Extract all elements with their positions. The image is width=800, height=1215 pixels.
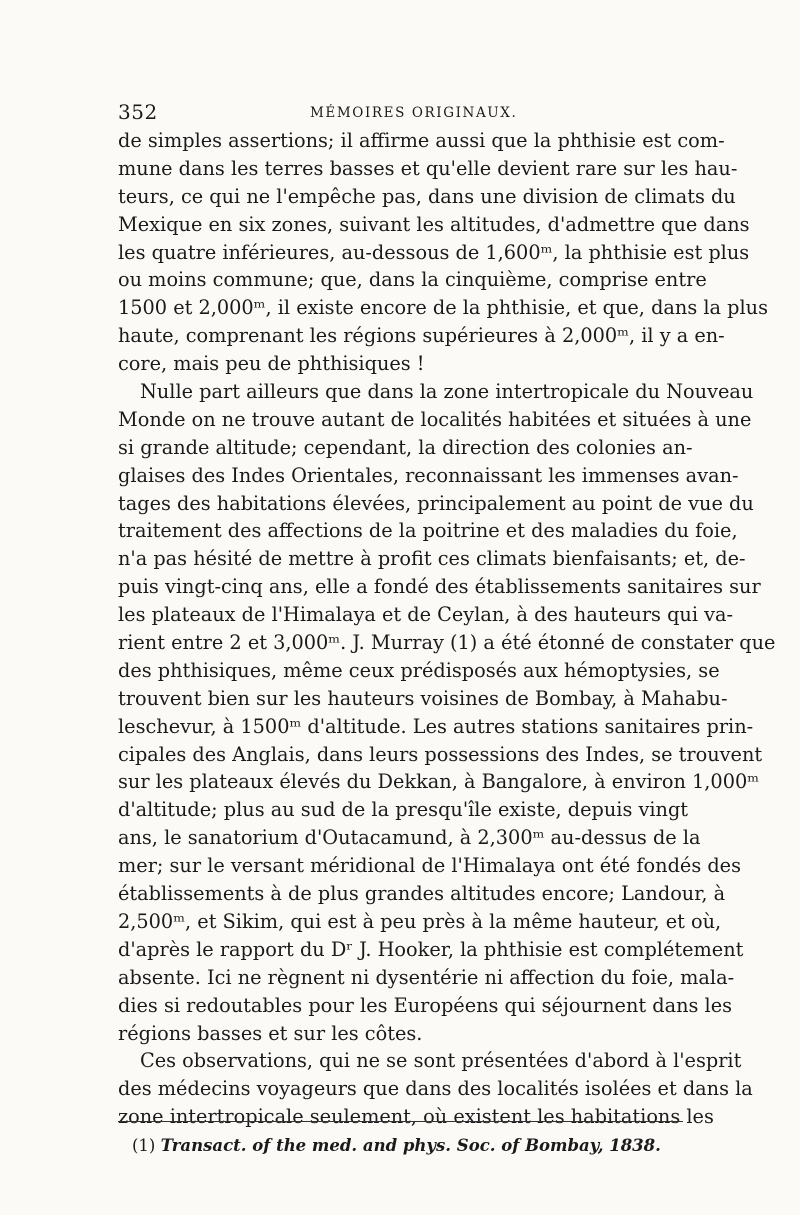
text-line: sur les plateaux élevés du Dekkan, à Bangalore, à environ 1,000ᵐ — [118, 770, 760, 794]
text-line: les quatre inférieures, au-dessous de 1,600ᵐ, la phthisie est plus — [118, 240, 750, 264]
text-line: absente. Ici ne règnent ni dysentérie ni affection du foie, mala- — [118, 965, 735, 989]
text-line: traitement des affections de la poitrine et des maladies du foie, — [118, 519, 738, 543]
text-line: trouvent bien sur les hauteurs voisines de Bombay, à Mahabu- — [118, 686, 728, 710]
footnote-marker: (1) — [132, 1136, 156, 1155]
text-line: 1500 et 2,000ᵐ, il existe encore de la phthisie, et que, dans la plus — [118, 296, 768, 320]
footnote-divider — [118, 1121, 683, 1122]
running-title: MÉMOIRES ORIGINAUX. — [310, 105, 518, 121]
text-line: core, mais peu de phthisiques ! — [118, 352, 425, 376]
footnote-text: Transact. of the med. and phys. Soc. of Bombay, 1838. — [160, 1136, 661, 1155]
text-line: Ces observations, qui ne se sont présentées d'abord à l'esprit — [140, 1049, 742, 1073]
page-header — [118, 100, 683, 126]
text-line: d'altitude; plus au sud de la presqu'île existe, depuis vingt — [118, 798, 689, 822]
text-line: ou moins commune; que, dans la cinquième, comprise entre — [118, 268, 707, 292]
text-line: des phthisiques, même ceux prédisposés aux hémoptysies, se — [118, 658, 720, 682]
text-line: des médecins voyageurs que dans des localités isolées et dans la — [118, 1077, 753, 1101]
text-line: dies si redoutables pour les Européens qui séjournent dans les — [118, 993, 733, 1017]
text-line: 2,500ᵐ, et Sikim, qui est à peu près à la même hauteur, et où, — [118, 909, 722, 933]
text-line: régions basses et sur les côtes. — [118, 1021, 423, 1045]
text-line: glaises des Indes Orientales, reconnaissant les immenses avan- — [118, 463, 739, 487]
body-text — [118, 127, 776, 1131]
text-line: cipales des Anglais, dans leurs possessions des Indes, se trouvent — [118, 742, 763, 766]
text-line: si grande altitude; cependant, la direction des colonies an- — [118, 435, 693, 459]
text-line: leschevur, à 1500ᵐ d'altitude. Les autres stations sanitaires prin- — [118, 714, 754, 738]
page-number: 352 — [118, 100, 158, 124]
text-line: établissements à de plus grandes altitudes encore; Landour, à — [118, 882, 726, 906]
text-line: mune dans les terres basses et qu'elle devient rare sur les hau- — [118, 156, 738, 180]
text-line: les plateaux de l'Himalaya et de Ceylan, à des hauteurs qui va- — [118, 603, 734, 627]
text-line: puis vingt-cinq ans, elle a fondé des établissements sanitaires sur — [118, 575, 761, 599]
text-line: mer; sur le versant méridional de l'Himalaya ont été fondés des — [118, 854, 741, 878]
text-line: Mexique en six zones, suivant les altitudes, d'admettre que dans — [118, 212, 750, 236]
text-line: de simples assertions; il affirme aussi que la phthisie est com- — [118, 129, 725, 152]
text-line: rient entre 2 et 3,000ᵐ. J. Murray (1) a été étonné de constater que — [118, 631, 776, 655]
text-line: tages des habitations élevées, principalement au point de vue du — [118, 491, 754, 515]
text-line: d'après le rapport du Dʳ J. Hooker, la phthisie est complétement — [118, 937, 744, 961]
text-line: teurs, ce qui ne l'empêche pas, dans une division de climats du — [118, 184, 736, 208]
text-line: Nulle part ailleurs que dans la zone intertropicale du Nouveau — [140, 380, 754, 404]
text-line: ans, le sanatorium d'Outacamund, à 2,300ᵐ au-dessus de la — [118, 826, 701, 850]
text-line: Monde on ne trouve autant de localités habitées et situées à une — [118, 407, 752, 431]
text-line: zone intertropicale seulement, où existent les habitations les — [118, 1105, 714, 1129]
footnote — [132, 1136, 692, 1155]
text-line: haute, comprenant les régions supérieures à 2,000ᵐ, il y a en- — [118, 324, 725, 348]
text-line: n'a pas hésité de mettre à profit ces climats bienfaisants; et, de- — [118, 547, 746, 571]
